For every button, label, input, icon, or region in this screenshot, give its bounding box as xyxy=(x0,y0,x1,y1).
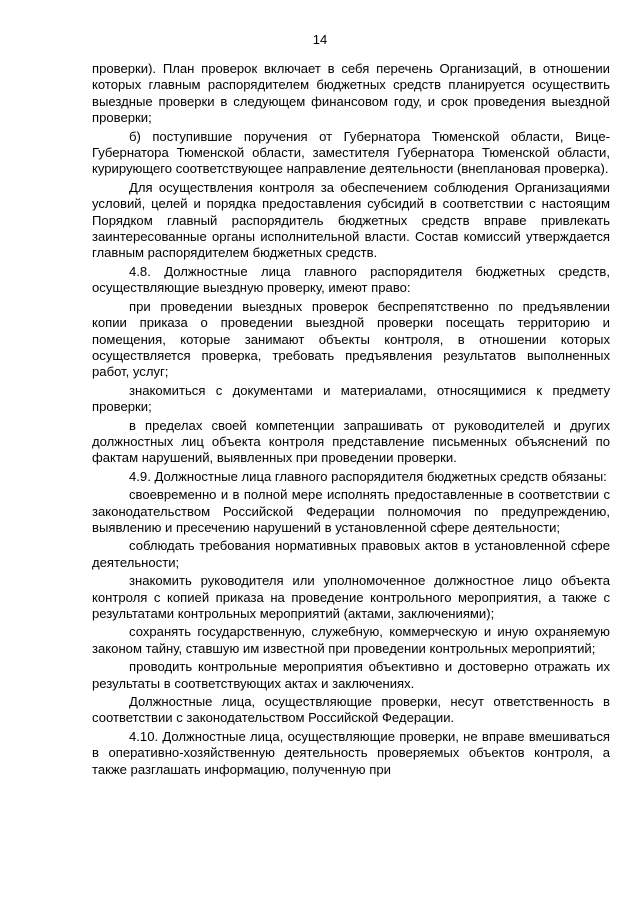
paragraph-duty-secrecy: сохранять государственную, служебную, коммерческую и иную охраняемую законом тайну, ставшую им известной при проведении контрольных мероприятий; xyxy=(92,624,610,656)
document-body xyxy=(92,61,610,780)
paragraph-section-4-8: 4.8. Должностные лица главного распорядителя бюджетных средств, осуществляющие выездную проверку, имеют право: xyxy=(92,263,610,296)
paragraph-duty-requirements: соблюдать требования нормативных правовых актов в установленной сфере деятельности; xyxy=(92,538,610,570)
paragraph-plan-continued: проверки). План проверок включает в себя перечень Организаций, в отношении которых главным распорядителем бюджетных средств планируется осуществить выездные проверки в следующем финансовом году, и срок проведения выездной проверки; xyxy=(92,61,610,126)
paragraph-duty-acquaint: знакомить руководителя или уполномоченное должностное лицо объекта контроля с копией приказа на проведение контрольного мероприятия, а также с результатами контрольных мероприятий (актами, заключениями); xyxy=(92,573,610,621)
paragraph-duty-objective: проводить контрольные мероприятия объективно и достоверно отражать их результаты в соответствующих актах и заключениях. xyxy=(92,659,610,691)
paragraph-section-4-9: 4.9. Должностные лица главного распорядителя бюджетных средств обязаны: xyxy=(129,468,607,484)
paragraph-duty-powers: своевременно и в полной мере исполнять предоставленные в соответствии с законодательством Российской Федерации полномочия по предупреждению, выявлению и пресечению нарушений в установленной сфере деятельности; xyxy=(92,487,610,535)
paragraph-responsibility: Должностные лица, осуществляющие проверки, несут ответственность в соответствии с законодательством Российской Федерации. xyxy=(92,694,610,726)
page-number: 14 xyxy=(312,32,328,47)
paragraph-item-b: б) поступившие поручения от Губернатора Тюменской области, Вице-Губернатора Тюменской области, заместителя Губернатора Тюменской области, курирующего соответствующее направление деятельности (внеплановая проверка). xyxy=(92,128,610,177)
paragraph-right-visit: при проведении выездных проверок беспрепятственно по предъявлении копии приказа о проведении выездной проверки посещать территорию и помещения, которые занимают объекты контроля, в отношении которых осуществляется проверка, требовать предъявления результатов выполненных работ, услуг; xyxy=(92,298,610,380)
paragraph-commissions: Для осуществления контроля за обеспечением соблюдения Организациями условий, целей и порядка предоставления субсидий в соответствии с настоящим Порядком главный распорядитель бюджетных средств вправе привлекать заинтересованные органы исполнительной власти. Состав комиссий утверждается главным распорядителем бюджетных средств. xyxy=(92,179,610,261)
paragraph-right-documents: знакомиться с документами и материалами, относящимися к предмету проверки; xyxy=(92,382,610,415)
paragraph-right-request: в пределах своей компетенции запрашивать от руководителей и других должностных лиц объекта контроля представление письменных объяснений по фактам нарушений, выявленных при проведении проверки. xyxy=(92,417,610,466)
paragraph-section-4-10: 4.10. Должностные лица, осуществляющие проверки, не вправе вмешиваться в оперативно-хозяйственную деятельность проверяемых объектов контроля, а также разглашать информацию, полученную при xyxy=(92,728,610,777)
